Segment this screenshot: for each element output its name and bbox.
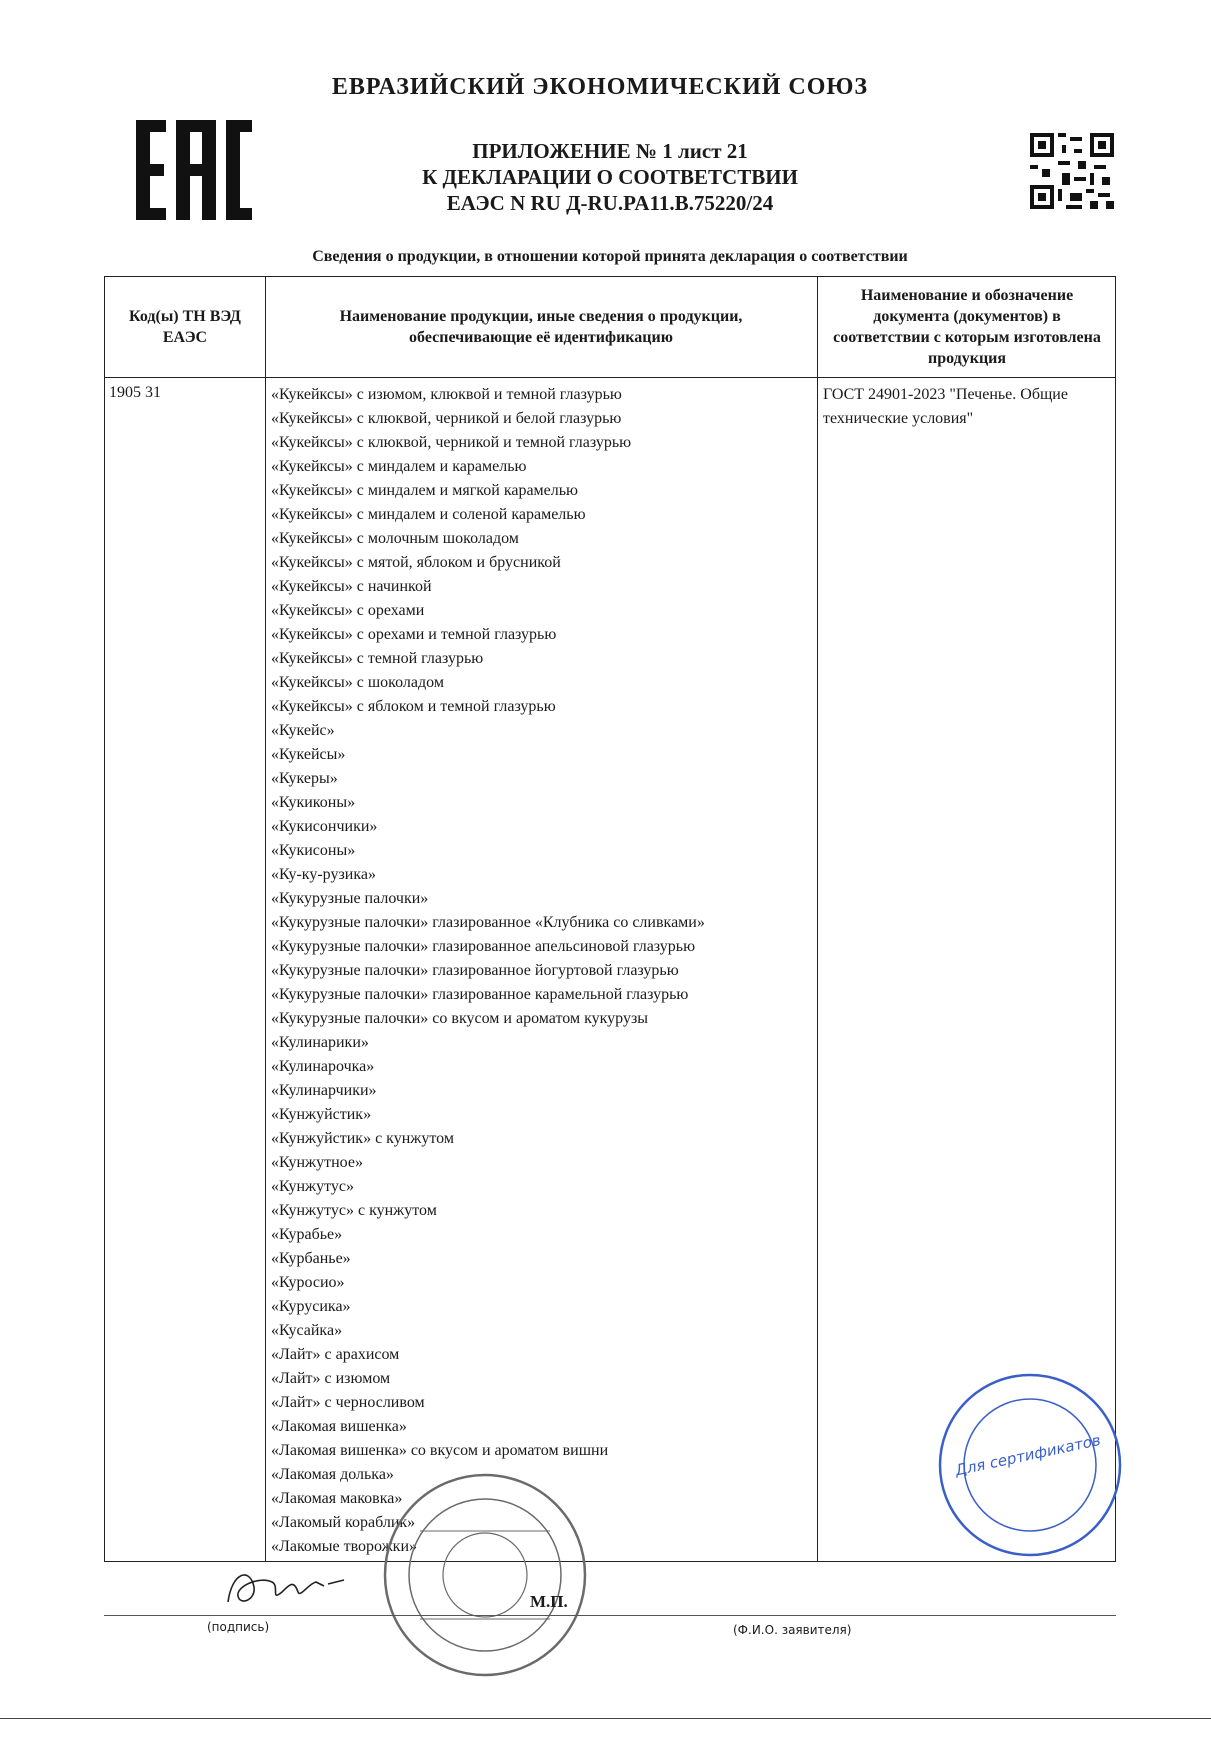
product-item: «Кукейксы» с молочным шоколадом [271, 530, 519, 547]
col-header-standard: Наименование и обозначение документа (документов) в соответствии с которым изготовлена продукция [833, 287, 1101, 367]
declaration-number: ЕАЭС N RU Д-RU.PA11.B.75220/24 [446, 191, 774, 215]
product-item: «Кукеры» [271, 770, 338, 787]
standard-document: ГОСТ 24901-2023 "Печенье. Общие технические условия" [823, 386, 1068, 427]
product-item: «Кукейксы» с орехами [271, 602, 425, 619]
product-item: «Лайт» с черносливом [271, 1394, 425, 1411]
product-item: «Кукурузные палочки» глазированное карамельной глазурью [271, 986, 689, 1003]
product-item: «Куросио» [271, 1274, 345, 1291]
product-item: «Лакомая вишенка» [271, 1418, 407, 1435]
product-item: «Кунжутное» [271, 1154, 363, 1171]
product-item: «Кунжуйстик» [271, 1106, 372, 1123]
product-item: «Кулинарочка» [271, 1058, 375, 1075]
product-item: «Кукурузные палочки» [271, 890, 429, 907]
page-bottom-rule [0, 1718, 1211, 1719]
col-header-code: Код(ы) ТН ВЭД ЕАЭС [129, 308, 241, 346]
product-item: «Кунжутус» [271, 1178, 354, 1195]
product-item: «Кунжутус» с кунжутом [271, 1202, 437, 1219]
product-item: «Кукиконы» [271, 794, 356, 811]
product-item: «Курабье» [271, 1226, 343, 1243]
product-item: «Лакомая маковка» [271, 1490, 403, 1507]
product-item: «Кукейксы» с мятой, яблоком и брусникой [271, 554, 561, 571]
tn-ved-code: 1905 31 [109, 384, 161, 401]
signature-line [104, 1615, 1116, 1616]
product-list [271, 383, 831, 1559]
product-item: «Курусика» [271, 1298, 351, 1315]
product-item: «Лакомая долька» [271, 1466, 394, 1483]
seal-place-label: М.П. [530, 1592, 568, 1611]
product-item: «Лайт» с изюмом [271, 1370, 391, 1387]
annex-sheet-line: ПРИЛОЖЕНИЕ № 1 лист 21 [472, 139, 748, 163]
product-item: «Кукейксы» с клюквой, черникой и темной глазурью [271, 434, 632, 451]
product-info-caption: Сведения о продукции, в отношении которой принята декларация о соответствии [312, 248, 908, 265]
stamp-center-text: Для сертификатов [953, 1431, 1103, 1480]
applicant-name-caption: (Ф.И.О. заявителя) [733, 1623, 852, 1637]
product-item: «Кукейксы» с яблоком и темной глазурью [271, 698, 556, 715]
product-item: «Кукейсы» [271, 746, 346, 763]
product-item: «Кукисончики» [271, 818, 378, 835]
product-item: «Лакомые творожки» [271, 1538, 418, 1555]
product-item: «Ку-ку-рузика» [271, 866, 376, 883]
product-item: «Кукурузные палочки» глазированное «Клубника со сливками» [271, 914, 705, 931]
product-item: «Кулинарчики» [271, 1082, 377, 1099]
applicant-signature [220, 1562, 350, 1612]
product-item: «Кусайка» [271, 1322, 343, 1339]
signature-area [0, 1560, 1211, 1680]
header-divider [105, 377, 1115, 378]
annex-heading [330, 138, 890, 216]
product-item: «Кукурузные палочки» глазированное йогуртовой глазурью [271, 962, 679, 979]
product-item: «Лакомая вишенка» со вкусом и ароматом вишни [271, 1442, 609, 1459]
product-item: «Лакомый кораблик» [271, 1514, 416, 1531]
product-item: «Кукейс» [271, 722, 335, 739]
product-item: «Курбанье» [271, 1250, 351, 1267]
product-item: «Кукейксы» с темной глазурью [271, 650, 484, 667]
product-item: «Кукисоны» [271, 842, 356, 859]
eac-logo [136, 120, 252, 220]
column-divider [265, 277, 266, 1561]
product-item: «Кукейксы» с изюмом, клюквой и темной глазурью [271, 386, 622, 403]
union-title: ЕВРАЗИЙСКИЙ ЭКОНОМИЧЕСКИЙ СОЮЗ [331, 74, 869, 100]
annex-declaration-line: К ДЕКЛАРАЦИИ О СООТВЕТСТВИИ [422, 165, 798, 189]
product-item: «Кукейксы» с миндалем и мягкой карамелью [271, 482, 579, 499]
col-header-product: Наименование продукции, иные сведения о продукции, обеспечивающие её идентификацию [339, 308, 743, 346]
product-item: «Кунжуйстик» с кунжутом [271, 1130, 454, 1147]
qr-code [1030, 133, 1114, 209]
product-item: «Кукейксы» с шоколадом [271, 674, 444, 691]
company-seal-right [935, 1370, 1125, 1560]
product-item: «Кукейксы» с начинкой [271, 578, 432, 595]
product-item: «Кукурузные палочки» со вкусом и ароматом кукурузы [271, 1010, 649, 1027]
product-item: «Лайт» с арахисом [271, 1346, 400, 1363]
product-item: «Кукейксы» с миндалем и карамелью [271, 458, 527, 475]
product-item: «Кукурузные палочки» глазированное апельсиновой глазурью [271, 938, 696, 955]
signature-caption: (подпись) [207, 1620, 270, 1634]
product-item: «Кукейксы» с орехами и темной глазурью [271, 626, 557, 643]
product-item: «Кулинарики» [271, 1034, 369, 1051]
product-item: «Кукейксы» с миндалем и соленой карамелью [271, 506, 586, 523]
product-item: «Кукейксы» с клюквой, черникой и белой глазурью [271, 410, 622, 427]
